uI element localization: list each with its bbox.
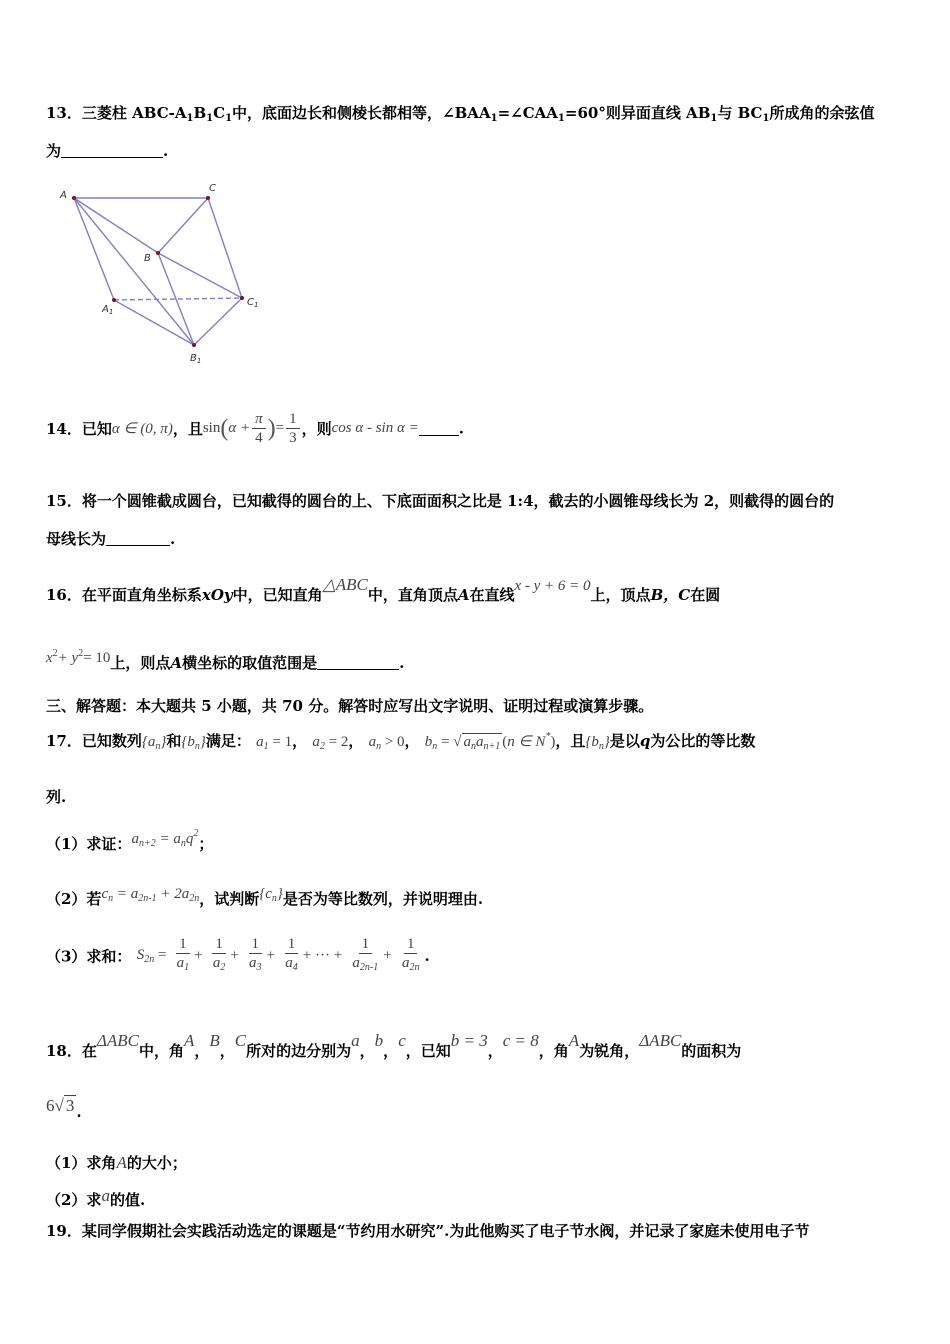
q17-line1: 17．已知数列$\{a_n\}$和$\{b_n\}$满足： $a_1 = 1$， $a_2 = 2$， $a_n > 0$， $b_n$ = √ $a_na_{n+1}$ (n ∈ N*)，且$\{b_n\}$是以q为公比的等比数 [46, 731, 756, 752]
edge-a1-c1 [114, 298, 242, 300]
edge-b1-c1 [194, 298, 242, 345]
label-b: B [144, 253, 151, 264]
q14-answer-blank [419, 421, 459, 436]
q15-answer-blank [106, 531, 170, 546]
q15-line1: 15．将一个圆锥截成圆台，已知截得的圆台的上、下底面面积之比是 1:4，截去的小圆锥母线长为 2，则截得的圆台的 [46, 492, 835, 510]
q17-line2: 列. [46, 788, 67, 806]
edge-a1-b1 [114, 300, 194, 345]
vertex-c [206, 196, 210, 200]
vertex-b1 [192, 343, 196, 347]
label-a1: $A_1$ [102, 304, 114, 316]
q16-line2: $x^2+ y^2= 10$上，则点A横坐标的取值范围是 . [46, 648, 405, 672]
q19-line1: 19．某同学假期社会实践活动选定的课题是“节约用水研究”.为此他购买了电子节水阀，并记录了家庭未使用电子节 [46, 1222, 810, 1240]
q17-part3: （3）求和： $S_{2n}$ = $\frac{1}{a_1}$ + $\frac{1}{a_2}$ + $\frac{1}{a_3}$ + $\frac{1}{a_4}$ + ··· + $\frac{1}{a_{2n-1}}$ + $\frac{1}{a_{2n}}$ . [46, 936, 430, 973]
q17-part2: （2）若$c_n = a_{2n-1} + 2a_{2n}$，试判断$\{c_n\}$是否为等比数列，并说明理由. [46, 886, 484, 908]
prism-figure [46, 178, 276, 368]
edge-a-b1 [74, 198, 194, 345]
vertex-a [72, 196, 76, 200]
edge-a-a1 [74, 198, 114, 300]
q14-line: 14．已知α ∈ (0, π)，且sin(α + $\frac{\pi}{4}$ )= $\frac{1}{3}$ ，则cos α - sin α = . [46, 411, 464, 446]
section3-title: 三、解答题：本大题共 5 小题，共 70 分。解答时应写出文字说明、证明过程或演算步骤。 [46, 697, 654, 715]
q13-answer-blank [61, 143, 163, 158]
vertex-c1 [240, 296, 244, 300]
q16-answer-blank [317, 655, 399, 670]
vertex-b [156, 251, 160, 255]
label-b1: $B_1$ [190, 353, 202, 365]
q13-line1: 13．三菱柱 ABC-$A_1B_1C_1$中，底面边长和侧棱长都相等，$\angle BAA_1=\angle CAA_1=60^\circ$则异面直线 $AB_1$与 $BC_1$所成角的余弦值 [46, 104, 875, 124]
q17-part1: （1）求证：$a_{n+2} = a_nq^2$； [46, 828, 214, 853]
q16-line1: 16．在平面直角坐标系xOy中，已知直角△ABC中，直角顶点A在直线x - y + 6 = 0上，顶点B，C在圆 [46, 575, 721, 604]
edge-a-b [74, 198, 158, 253]
edge-b-c [158, 198, 208, 253]
q15-line2: 母线长为 . [46, 530, 176, 548]
q18-part2: （2）求a的值. [46, 1186, 146, 1209]
vertex-a1 [112, 298, 116, 302]
label-a: A [60, 190, 67, 201]
label-c: C [209, 183, 216, 194]
q18-area-value: 6√ 3 . [46, 1096, 82, 1121]
q18-part1: （1）求角A的大小； [46, 1153, 187, 1172]
q13-line2: 为 . [46, 142, 169, 160]
label-c1: $C_1$ [247, 297, 259, 309]
q18-line1: 18．在ΔABC中，角A，B，C所对的边分别为a，b，c，已知b = 3，c = 8，角A为锐角，ΔABC的面积为 [46, 1031, 742, 1060]
